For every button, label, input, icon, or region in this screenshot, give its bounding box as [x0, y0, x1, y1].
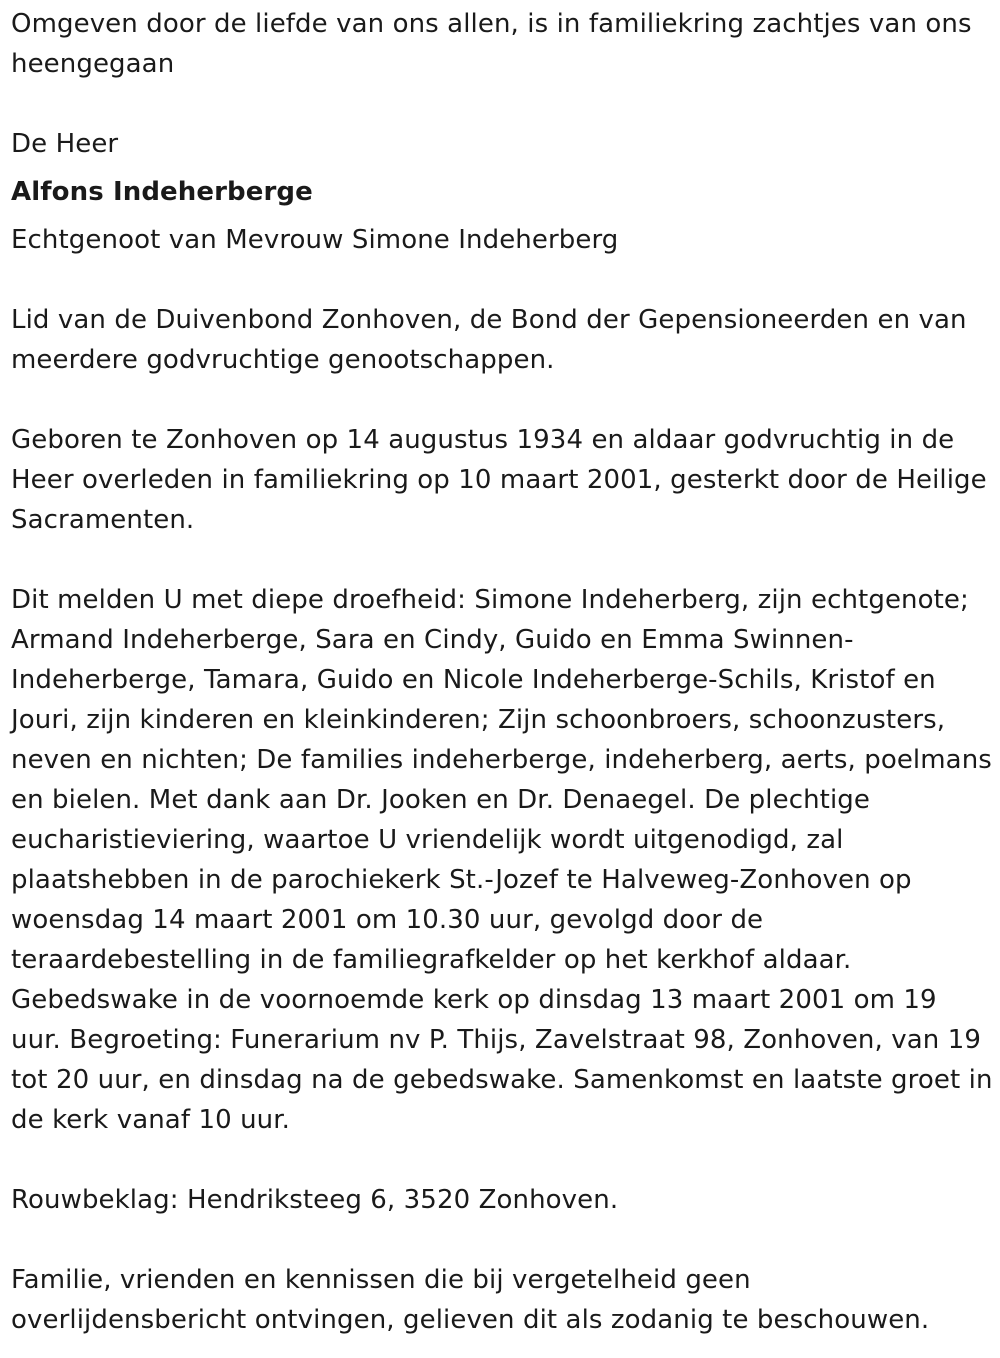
closing-paragraph: Familie, vrienden en kennissen die bij vergetelheid geen overlijdensbericht ontvingen, gelieven dit als zodanig te beschouwen. — [11, 1265, 930, 1335]
announcement-paragraph: Dit melden U met diepe droefheid: Simone Indeherberg, zijn echtgenote; Armand Indeherberge, Sara en Cindy, Guido en Emma Swinnen-Indeherberge, Tamara, Guido en Nicole Indeherberge-Schils, Kristof en Jouri, zijn kinderen en kleinkinderen; Zijn schoonbroers, schoonzusters, neven en nichten; De families indeherberge, indeherberg, aerts, poelmans en bielen. Met dank aan Dr. Jooken en Dr. Denaegel. De plechtige eucharistieviering, waartoe U vriendelijk wordt uitgenodigd, zal plaatshebben in de parochiekerk St.-Jozef te Halveweg-Zonhoven op woensdag 14 maart 2001 om 10.30 uur, gevolgd door de teraardebestelling in de familiegrafkelder op het kerkhof aldaar. Gebedswake in de voornoemde kerk op dinsdag 13 maart 2001 om 19 uur. Begroeting: Funerarium nv P. Thijs, Zavelstraat 98, Zonhoven, van 19 tot 20 uur, en dinsdag na de gebedswake. Samenkomst en laatste groet in de kerk vanaf 10 uur. — [11, 585, 993, 1135]
obituary-notice — [11, 4, 993, 1340]
intro-text: Omgeven door de liefde van ons allen, is in familiekring zachtjes van ons heengegaan — [11, 9, 972, 79]
memberships-paragraph: Lid van de Duivenbond Zonhoven, de Bond der Gepensioneerden en van meerdere godvruchtige genootschappen. — [11, 305, 967, 375]
salutation: De Heer — [11, 129, 119, 159]
condolence-address: Rouwbeklag: Hendriksteeg 6, 3520 Zonhoven. — [11, 1185, 619, 1215]
deceased-name: Alfons Indeherberge — [11, 177, 313, 207]
birth-death-paragraph: Geboren te Zonhoven op 14 augustus 1934 en aldaar godvruchtig in de Heer overleden in familiekring op 10 maart 2001, gesterkt door de Heilige Sacramenten. — [11, 425, 987, 535]
spouse-line: Echtgenoot van Mevrouw Simone Indeherberg — [11, 225, 619, 255]
